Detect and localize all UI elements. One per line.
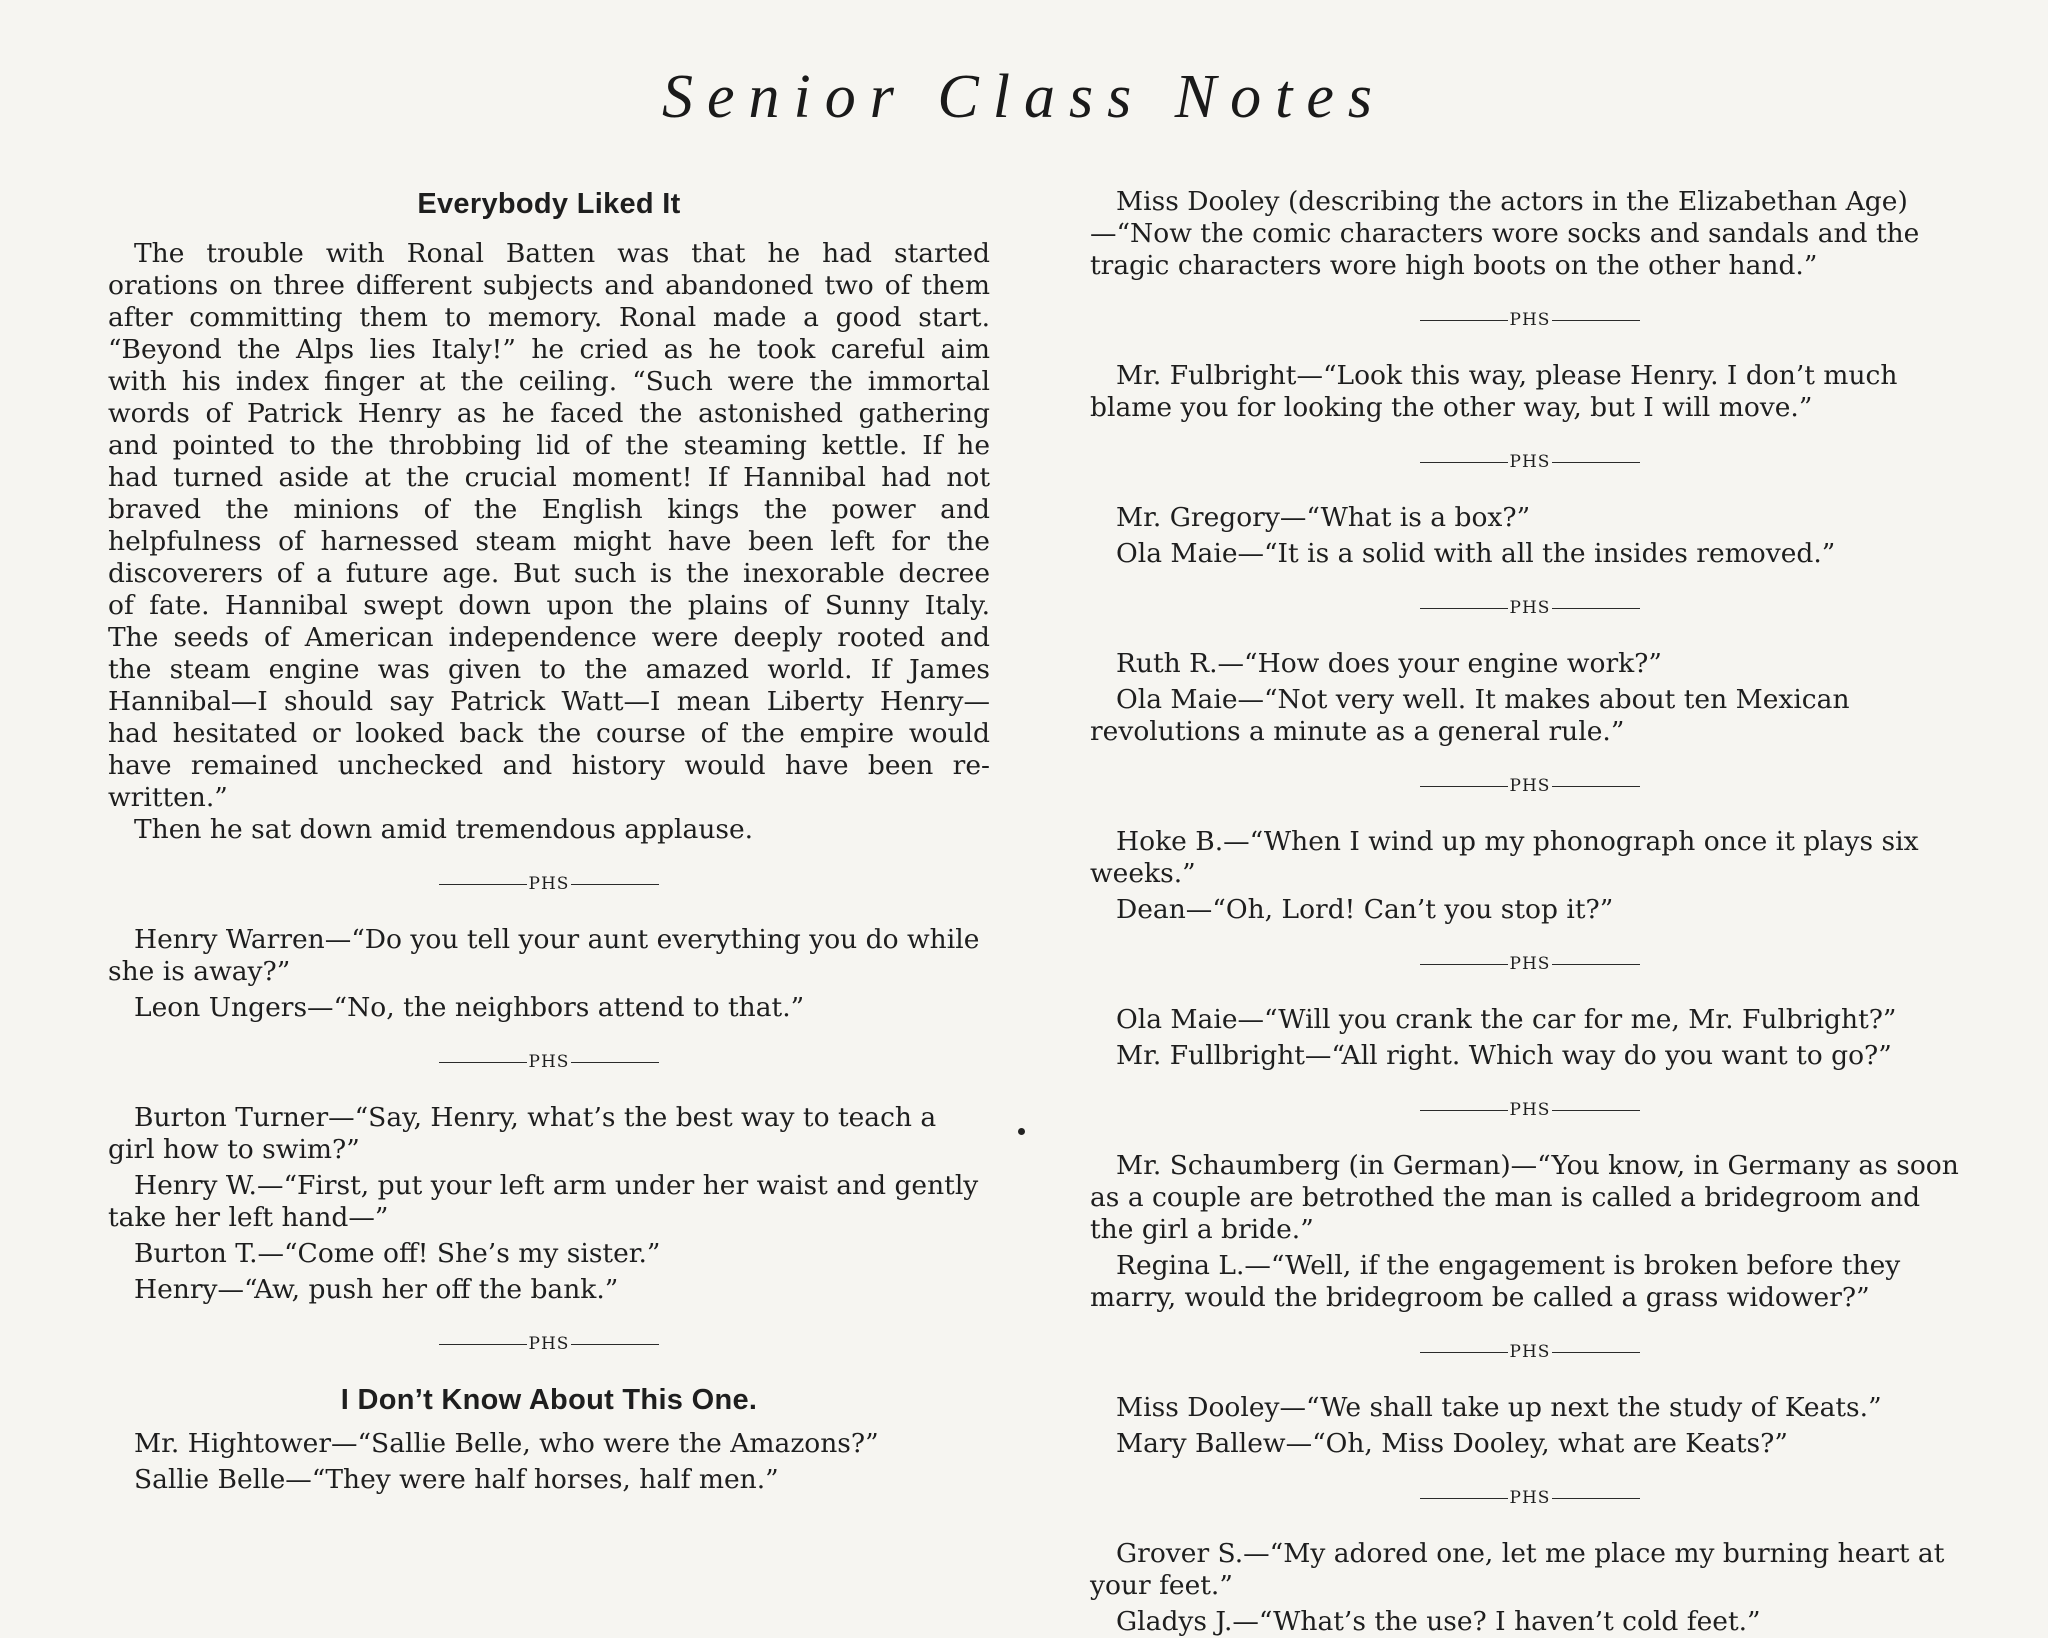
joke-line: Mr. Fullbright—“All right. Which way do you want to go?” (1116, 1040, 1892, 1071)
phs-separator: PHS (108, 1328, 990, 1360)
phs-separator: PHS (1090, 446, 1970, 478)
joke-line: Regina L.—“Well, if the engagement is broken before they marry, would the bridegroom be called a grass widower?” (1090, 1250, 1901, 1313)
section-heading: Everybody Liked It (417, 188, 681, 220)
page-title: Senior Class Notes (662, 63, 1386, 131)
joke-line: Ola Maie—“Not very well. It makes about ten Mexican revolutions a minute as a general rule.” (1090, 684, 1850, 747)
joke-item (1090, 502, 1970, 570)
phs-separator: PHS (1090, 592, 1970, 624)
joke-item (1090, 1150, 1970, 1314)
joke-line: Ruth R.—“How does your engine work?” (1116, 648, 1662, 679)
joke-line: Ola Maie—“It is a solid with all the insides removed.” (1116, 538, 1836, 569)
joke-line: Henry Warren—“Do you tell your aunt everything you do while she is away?” (108, 924, 980, 987)
joke-line: Henry—“Aw, push her off the bank.” (134, 1274, 619, 1305)
phs-separator: PHS (1090, 1482, 1970, 1514)
joke-line: Hoke B.—“When I wind up my phonograph once it plays six weeks.” (1090, 826, 1919, 889)
joke-line: Ola Maie—“Will you crank the car for me, Mr. Fulbright?” (1116, 1004, 1897, 1035)
joke-line: Mr. Gregory—“What is a box?” (1116, 502, 1531, 533)
phs-separator: PHS (1090, 770, 1970, 802)
joke-line: Miss Dooley (describing the actors in the Elizabethan Age)—“Now the comic characters wore socks and sandals and the tragic characters wore high boots on the other hand.” (1090, 186, 1920, 281)
joke-line: Mr. Fulbright—“Look this way, please Henry. I don’t much blame you for looking the other way, but I will move.” (1090, 360, 1898, 423)
phs-separator: PHS (1090, 1094, 1970, 1126)
joke-line: Leon Ungers—“No, the neighbors attend to that.” (134, 992, 805, 1023)
joke-line: Henry W.—“First, put your left arm under her waist and gently take her left hand—” (108, 1170, 979, 1233)
phs-separator: PHS (108, 868, 990, 900)
joke-item (108, 1428, 990, 1496)
joke-item (108, 1102, 990, 1306)
right-column (1090, 186, 1970, 1638)
joke-line: Mr. Schaumberg (in German)—“You know, in Germany as soon as a couple are betrothed the man is called a bridegroom and the girl a bride.” (1090, 1150, 1959, 1245)
phs-separator: PHS (1090, 304, 1970, 336)
joke-item (1090, 826, 1970, 926)
joke-item (1090, 1392, 1970, 1460)
joke-item (108, 924, 990, 1024)
joke-line: Sallie Belle—“They were half horses, half men.” (134, 1464, 779, 1495)
joke-line: Burton Turner—“Say, Henry, what’s the best way to teach a girl how to swim?” (108, 1102, 937, 1165)
section-heading: I Don’t Know About This One. (340, 1384, 758, 1416)
story-ending: Then he sat down amid tremendous applause. (134, 814, 754, 845)
joke-line: Gladys J.—“What’s the use? I haven’t cold feet.” (1116, 1606, 1761, 1637)
joke-line: Mary Ballew—“Oh, Miss Dooley, what are Keats?” (1116, 1428, 1788, 1459)
joke-line: Miss Dooley—“We shall take up next the study of Keats.” (1116, 1392, 1882, 1423)
phs-separator: PHS (1090, 948, 1970, 980)
joke-item (1090, 1004, 1970, 1072)
joke-line: Mr. Hightower—“Sallie Belle, who were the Amazons?” (134, 1428, 879, 1459)
left-column (108, 188, 990, 1496)
joke-item (1090, 1538, 1970, 1638)
phs-separator: PHS (1090, 1336, 1970, 1368)
phs-separator: PHS (108, 1046, 990, 1078)
joke-line: Grover S.—“My adored one, let me place my burning heart at your feet.” (1090, 1538, 1945, 1601)
story-paragraph: The trouble with Ronal Batten was that he had started orations on three different subjects and abandoned two of them after committing them to memory. Ronal made a good start. “Beyond the Alps lies Italy!” he cried as he took careful aim with his index finger at the ceiling. “Such were the immortal words of Patrick Henry as he faced the astonished gathering and pointed to the throbbing lid of the steaming kettle. If he had turned aside at the crucial moment! If Hannibal had not braved the minions of the English kings the power and helpfulness of harnessed steam might have been left for the discoverers of a future age. But such is the inexorable decree of fate. Hannibal swept down upon the plains of Sunny Italy. The seeds of American independence were deeply rooted and the steam engine was given to the amazed world. If James Hannibal—I should say Patrick Watt—I mean Liberty Henry—had hesitated or looked back the course of the empire would have remained unchecked and history would have been re-written.” (108, 238, 990, 813)
joke-item (1090, 186, 1970, 282)
joke-item (1090, 360, 1970, 424)
ink-dot (1018, 1128, 1025, 1135)
joke-item (1090, 648, 1970, 748)
joke-line: Burton T.—“Come off! She’s my sister.” (134, 1238, 661, 1269)
joke-line: Dean—“Oh, Lord! Can’t you stop it?” (1116, 894, 1614, 925)
